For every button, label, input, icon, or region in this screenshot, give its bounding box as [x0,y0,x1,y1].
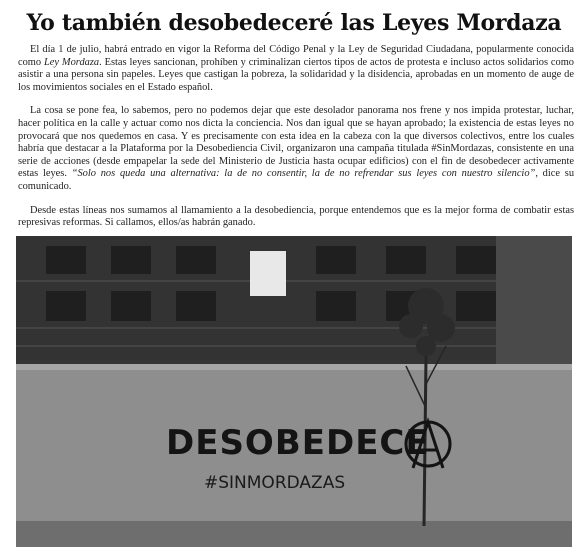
paragraph-1 [18,44,574,94]
sidewalk [16,521,572,547]
article-title: Yo también desobedeceré las Leyes Mordaza [26,10,562,36]
paragraph-1-text-b: . Estas leyes sancionan, prohíben y criminalizan ciertos tipos de actos de protesta e incluso actos solidarios como asistir a una persona sin papeles. Leyes que castigan la pobreza, la solidaridad y la disidencia, aprobadas en un momento de auge de los movimientos sociales en el Estado español. [18,56,574,93]
communique-quote: “Solo nos queda una alternativa: la de no consentir, la de no refrendar sus leyes con nuestro silencio” [71,168,536,180]
graffiti-wall-image [16,236,572,547]
paragraph-2-text-a: La cosa se pone fea, lo sabemos, pero no podemos dejar que este desolador panorama nos frene y nos impida protestar, luchar, hacer política en la calle y actuar como nos dicta la conciencia. Nos dan igual que se hayan aprobado; la existencia de estas leyes no provocará que nos quedemos en casa. Y es precisamente con esta idea en la cabeza con la que diversos colectivos, entre los cuales habría que destacar a la Plataforma por la Desobediencia Civil, organizaron una campaña titulada #SinMordazas, consistente en una serie de acciones (desde empapelar la sede del Ministerio de Justicia hasta ocupar edificios) con el fin de desobedecer activamente estas leyes. [18,105,574,180]
paragraph-2 [18,105,574,193]
article-body [18,44,574,241]
hanging-laundry [250,251,286,296]
graffiti-desobedece: DESOBEDECE [166,423,430,463]
paragraph-2-text-b: , dice su comunicado. [18,168,575,192]
paragraph-3: Desde estas líneas nos sumamos al llamamiento a la desobediencia, porque entendemos que es la mejor forma de combatir estas represivas reformas. Si callamos, ellos/as habrán ganado. [18,204,574,229]
side-building [496,236,572,371]
wall-cap [16,364,572,370]
protest-graffiti-photo [16,236,572,547]
law-name-italic: Ley Mordaza [44,56,100,68]
paragraph-1-text-a: El día 1 de julio, habrá entrado en vigor la Reforma del Código Penal y la Ley de Seguridad Ciudadana, popularmente conocida como [18,44,574,68]
graffiti-hashtag: #SINMORDAZAS [204,473,346,493]
